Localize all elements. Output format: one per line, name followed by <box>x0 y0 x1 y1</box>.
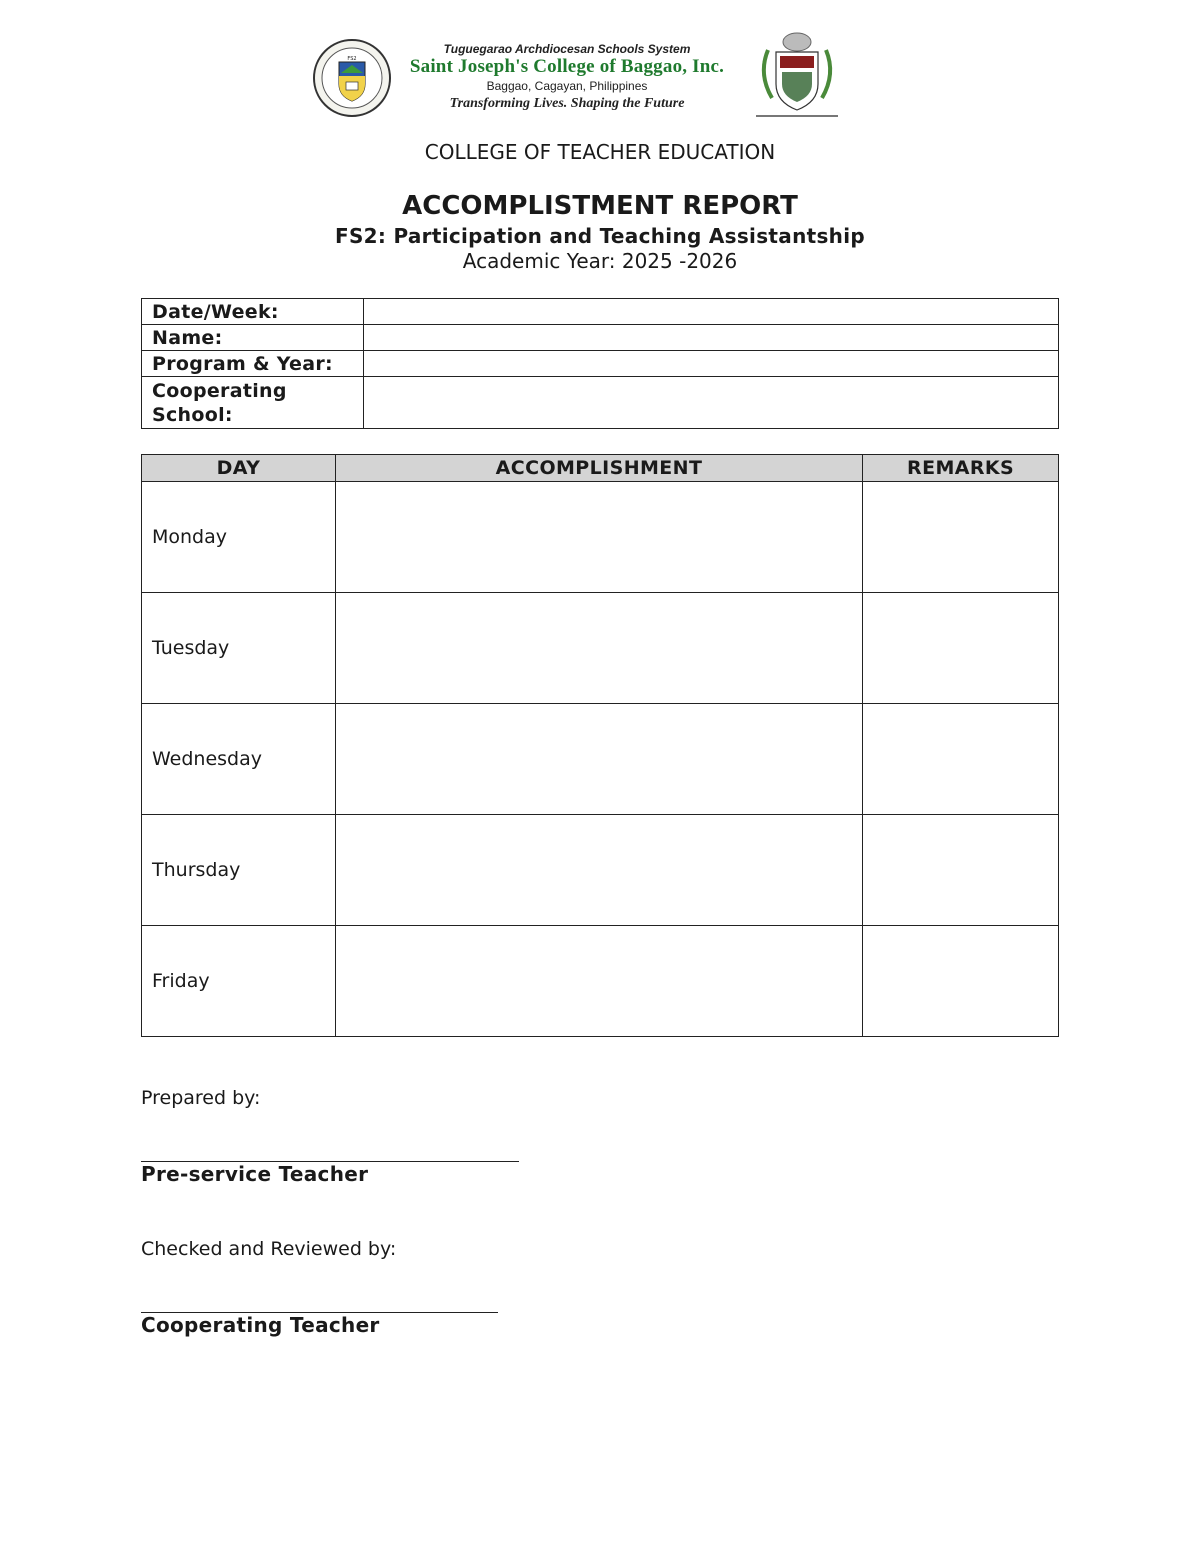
header-remarks: REMARKS <box>863 455 1059 482</box>
date-week-label: Date/Week: <box>142 299 364 325</box>
day-cell: Monday <box>142 482 336 593</box>
program-year-field[interactable] <box>364 351 1059 377</box>
header-day: DAY <box>142 455 336 482</box>
header-accomplishment: ACCOMPLISHMENT <box>335 455 862 482</box>
school-seal-logo <box>312 38 392 118</box>
remarks-cell[interactable] <box>863 815 1059 926</box>
remarks-cell[interactable] <box>863 926 1059 1037</box>
college-name: Saint Joseph's College of Baggao, Inc. <box>409 56 725 77</box>
day-cell: Thursday <box>142 815 336 926</box>
day-cell: Tuesday <box>142 593 336 704</box>
accomplishment-cell[interactable] <box>335 593 862 704</box>
remarks-cell[interactable] <box>863 704 1059 815</box>
school-name-block <box>398 42 736 114</box>
remarks-cell[interactable] <box>863 482 1059 593</box>
school-system: Tuguegarao Archdiocesan Schools System <box>443 42 691 56</box>
cooperating-teacher-label: Cooperating Teacher <box>141 1313 380 1337</box>
table-row <box>142 926 1059 1037</box>
accomplishment-table <box>141 454 1059 1037</box>
checked-by-label: Checked and Reviewed by: <box>141 1238 397 1260</box>
cooperating-school-label: Cooperating School: <box>142 377 364 429</box>
remarks-cell[interactable] <box>863 593 1059 704</box>
accomplishment-cell[interactable] <box>335 704 862 815</box>
name-field[interactable] <box>364 325 1059 351</box>
day-cell: Friday <box>142 926 336 1037</box>
accomplishment-cell[interactable] <box>335 815 862 926</box>
svg-text:FS2: FS2 <box>347 56 357 62</box>
college-address: Baggao, Cagayan, Philippines <box>486 79 648 93</box>
report-title: ACCOMPLISTMENT REPORT <box>402 191 798 221</box>
accomplishment-cell[interactable] <box>335 482 862 593</box>
pre-service-teacher-label: Pre-service Teacher <box>141 1162 369 1186</box>
name-label: Name: <box>142 325 364 351</box>
info-row-program-year <box>142 351 1059 377</box>
accomplishment-cell[interactable] <box>335 926 862 1037</box>
report-subtitle: FS2: Participation and Teaching Assistantship <box>335 224 865 248</box>
archdiocese-seal-logo <box>738 30 856 122</box>
info-row-date-week <box>142 299 1059 325</box>
day-cell: Wednesday <box>142 704 336 815</box>
department-heading: COLLEGE OF TEACHER EDUCATION <box>424 140 776 164</box>
date-week-field[interactable] <box>364 299 1059 325</box>
academic-year: Academic Year: 2025 -2026 <box>462 249 738 273</box>
info-row-name <box>142 325 1059 351</box>
table-header-row <box>142 455 1059 482</box>
table-row <box>142 482 1059 593</box>
program-year-label: Program & Year: <box>142 351 364 377</box>
cooperating-school-field[interactable] <box>364 377 1059 429</box>
letterhead <box>0 28 1200 124</box>
table-row <box>142 815 1059 926</box>
student-info-table <box>141 298 1059 429</box>
table-row <box>142 593 1059 704</box>
table-row <box>142 704 1059 815</box>
prepared-by-label: Prepared by: <box>141 1087 261 1109</box>
info-row-cooperating-school <box>142 377 1059 429</box>
college-motto: Transforming Lives. Shaping the Future <box>449 96 685 111</box>
